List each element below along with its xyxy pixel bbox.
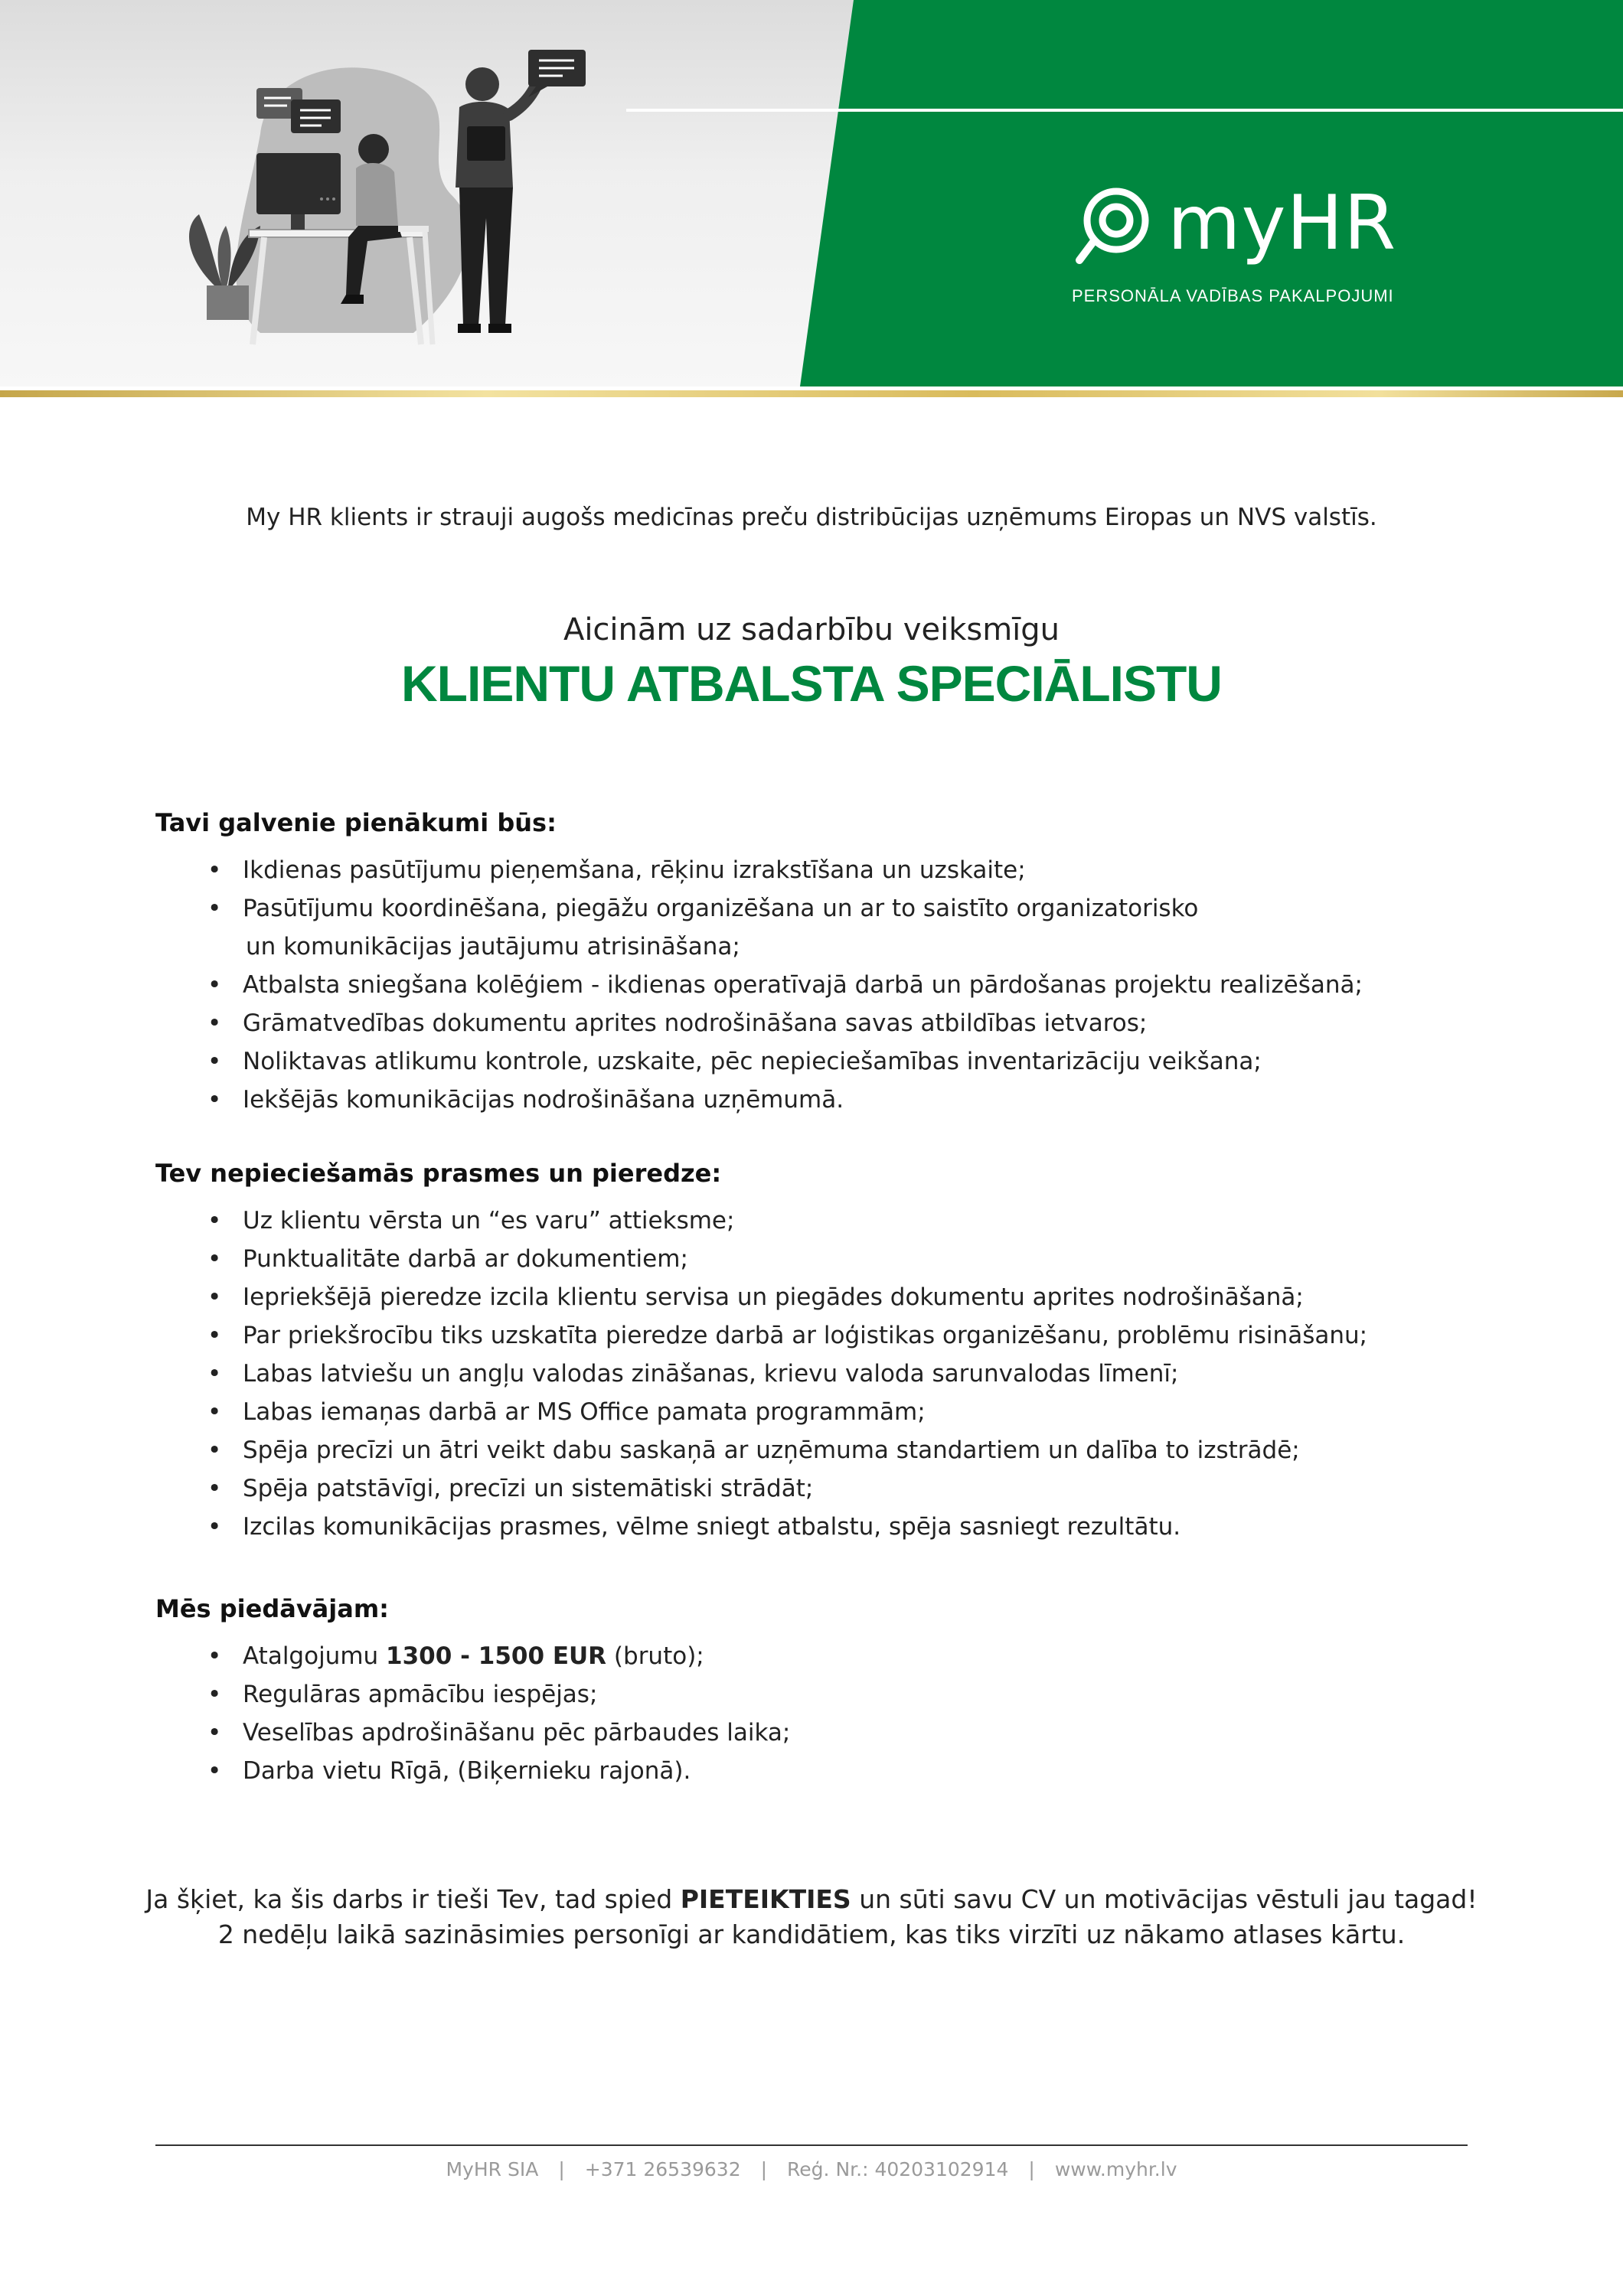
list-item: • Spēja precīzi un ātri veikt dabu saskaņā ar uzņēmuma standartiem un dalība to izstrādē; [155,1431,1503,1469]
salary-value: 1300 - 1500 EUR [386,1642,607,1670]
list-item-text: Pasūtījumu koordinēšana, piegāžu organizēšana un ar to saistīto organizatorisko [243,895,1199,922]
list-item: • Spēja patstāvīgi, precīzi un sistemātiski strādāt; [155,1469,1503,1508]
job-title: KLIENTU ATBALSTA SPECIĀLISTU [401,655,1222,712]
list-item: • Labas iemaņas darbā ar MS Office pamata programmām; [155,1393,1503,1431]
list-item: • Atbalsta sniegšana kolēģiem - ikdienas operatīvajā darbā un pārdošanas projektu realizēšanā; [155,966,1503,1004]
cta-line-2: 2 nedēļu laikā sazināsimies personīgi ar kandidātiem, kas tiks virzīti uz nākamo atlases kārtu. [217,1919,1406,1949]
footer-company: MyHR SIA [446,2158,539,2180]
list-item: • Izcilas komunikācijas prasmes, vēlme sniegt atbalstu, spēja sasniegt rezultātu. [155,1508,1503,1546]
list-item [155,889,1503,966]
footer-separator: | [1028,2158,1035,2180]
offer-list [155,1637,1503,1790]
header-white-line [626,109,1623,112]
duties-section [155,804,1503,1119]
list-item: • Punktualitāte darbā ar dokumentiem; [155,1240,1503,1278]
salary-suffix: (bruto); [606,1642,704,1670]
list-item: • Iekšējās komunikācijas nodrošināšana uzņēmumā. [155,1081,1503,1119]
cta-suffix: un sūti savu CV un motivācijas vēstuli jau tagad! [851,1884,1478,1914]
offer-section [155,1590,1503,1790]
call-to-action [0,1882,1623,1952]
footer-separator: | [760,2158,768,2180]
list-item: • Noliktavas atlikumu kontrole, uzskaite, pēc nepieciešamības inventarizāciju veikšana; [155,1042,1503,1081]
standing-person-icon [456,67,540,333]
office-illustration [168,42,628,364]
list-item: • Regulāras apmācību iespējas; [155,1675,1503,1714]
footer-phone[interactable]: +371 26539632 [584,2158,741,2180]
apply-keyword: PIETEIKTIES [680,1884,851,1914]
list-item: • Labas latviešu un angļu valodas zināšanas, krievu valoda sarunvalodas līmenī; [155,1355,1503,1393]
skills-list [155,1202,1503,1546]
footer-separator: | [558,2158,565,2180]
cta-prefix: Ja šķiet, ka šis darbs ir tieši Tev, tad spied [145,1884,681,1914]
intro-text: My HR klients ir strauji augošs medicīnas preču distribūcijas uzņēmums Eiropas un NVS valstīs. [246,504,1377,531]
salary-item [155,1637,1503,1675]
gold-divider [0,390,1623,397]
skills-title: Tev nepieciešamās prasmes un pieredze: [155,1159,722,1188]
footer-website-link[interactable]: www.myhr.lv [1054,2158,1177,2180]
list-item-continuation: un komunikācijas jautājumu atrisināšana; [246,933,740,960]
cta-line-1 [0,1882,1623,1917]
footer-divider [155,2144,1468,2146]
list-item: • Iepriekšējā pieredze izcila klientu servisa un piegādes dokumentu aprites nodrošināšanā; [155,1278,1503,1316]
list-item: • Ikdienas pasūtījumu pieņemšana, rēķinu izrakstīšana un uzskaite; [155,851,1503,889]
duties-list [155,851,1503,1119]
logo-tagline: PERSONĀLA VADĪBAS PAKALPOJUMI [1072,286,1394,305]
invite-text: Aicinām uz sadarbību veiksmīgu [563,612,1060,647]
footer [0,2158,1623,2180]
duties-title: Tavi galvenie pienākumi būs: [155,808,557,837]
magnifier-logo-icon [1072,184,1156,268]
list-item: • Uz klientu vērsta un “es varu” attieksme; [155,1202,1503,1240]
skills-section [155,1154,1503,1546]
list-item: • Veselības apdrošināšanu pēc pārbaudes laika; [155,1714,1503,1752]
logo-text: myHR [1167,180,1397,267]
salary-prefix: Atalgojumu [243,1642,387,1670]
list-item: • Grāmatvedības dokumentu aprites nodrošināšana savas atbildības ietvaros; [155,1004,1503,1042]
header-banner [0,0,1623,386]
list-item: • Par priekšrocību tiks uzskatīta pieredze darbā ar loģistikas organizēšanu, problēmu risināšanu; [155,1316,1503,1355]
myhr-logo [1072,180,1531,306]
offer-title: Mēs piedāvājam: [155,1594,389,1623]
footer-reg: Reģ. Nr.: 40203102914 [787,2158,1009,2180]
list-item: • Darba vietu Rīgā, (Biķernieku rajonā). [155,1752,1503,1790]
